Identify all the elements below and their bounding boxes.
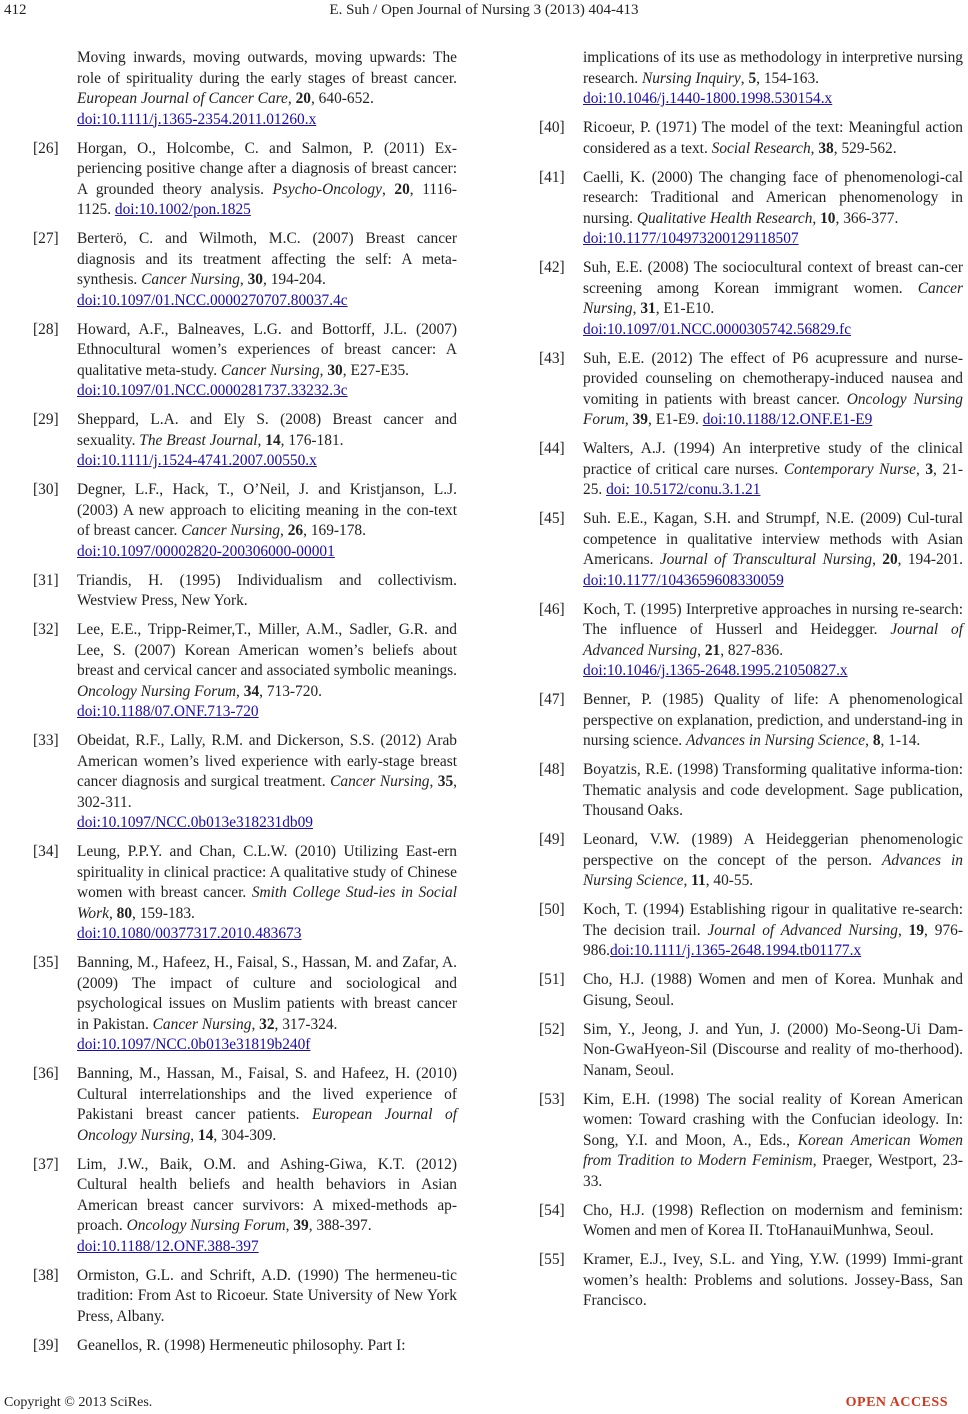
volume-number: 3 [925,460,934,478]
reference-text [77,410,457,472]
reference-number: [52] [539,1020,565,1038]
reference-citation: Kramer, E.J., Ivey, S.L. and Ying, Y.W. (1999) Immi-grant women’s health: Problems and solutions. Jossey-Bass, San Francisco. [583,1251,963,1309]
open-access-label: OPEN ACCESS [845,1395,948,1410]
doi-link[interactable]: doi:10.1097/01.NCC.0000281737.33232.3c [77,382,348,399]
reference-citation: Boyatzis, R.E. (1998) Transforming qualitative informa-tion: Thematic analysis and code development. Sage publication, Thousand Oaks. [583,761,963,819]
reference-text [583,118,963,159]
separator: , [381,180,395,198]
volume-number: 5 [748,69,757,87]
reference-entry [33,229,457,311]
pages: , 713-720. [259,682,322,700]
reference-entry [539,439,963,501]
pages: , 388-397. [308,1217,372,1234]
reference-entry [539,1250,963,1312]
reference-text [583,168,963,250]
reference-citation: Banning, M., Hafeez, H., Faisal, S., Hassan, M. and Zafar, A. (2009) The impact of culture and sociological and psychological issues on Muslim patients with breast cancer in Pakistan. [77,954,457,1033]
separator: , [429,773,438,790]
reference-entry [539,830,963,892]
reference-entry [33,1064,457,1146]
reference-text [583,830,963,892]
reference-number: [54] [539,1201,565,1219]
reference-citation: Triandis, H. (1995) Individualism and collectivism. Westview Press, New York. [77,571,457,609]
separator: , [285,1217,294,1234]
copyright-notice: Copyright © 2013 SciRes. [4,1395,153,1410]
reference-text [583,48,963,110]
reference-entry [33,731,457,834]
reference-number: [29] [33,411,59,428]
pages: , 159-183. [132,904,195,922]
reference-entry [33,480,457,562]
pages: , 169-178. [303,522,366,539]
pages: , 304-309. [213,1126,277,1144]
reference-entry [539,349,963,431]
reference-entry [33,320,457,402]
reference-text [583,509,963,591]
separator: , [897,921,909,939]
reference-text [77,620,457,723]
pages: , 194-204. [263,271,326,288]
reference-entry [33,1336,457,1357]
separator: , [251,1015,260,1033]
reference-citation: Geanellos, R. (1998) Hermeneutic philosophy. Part I: [77,1336,406,1354]
separator: , [872,551,883,568]
reference-citation: Suh. E.E., Kagan, S.H. and Strumpf, N.E. (2009) Cul-tural competence in qualitative interview methods with Asian Americans. [583,510,963,568]
journal-title: Cancer Nursing [152,1015,252,1033]
reference-text [583,1250,963,1312]
reference-number: [48] [539,761,565,778]
reference-citation: Obeidat, R.F., Lally, R.M. and Dickerson, S.S. (2012) Arab American women’s lived experience with early-stage breast cancer diagnosis and surgical treatment. [77,732,457,790]
pages: , 366-377. [835,209,899,227]
journal-title: European Journal of Oncology Nursing [77,1106,457,1144]
reference-number: [35] [33,954,59,971]
volume-number: 32 [259,1015,275,1033]
reference-text [583,439,963,501]
reference-citation: implications of its use as methodology in interpretive nursing research. [583,49,963,87]
pages: , 317-324. [274,1015,338,1033]
journal-title: Psycho-Oncology [272,180,382,198]
reference-entry [539,1020,963,1082]
reference-number: [43] [539,349,565,367]
volume-number: 30 [327,361,343,379]
separator: , [740,69,749,87]
reference-number: [46] [539,600,565,618]
reference-text [77,1155,457,1258]
journal-title: Journal of Advanced Nursing [707,921,898,939]
page-number: 412 [4,2,27,18]
doi-link[interactable]: doi:10.1111/j.1524-4741.2007.00550.x [77,452,317,469]
reference-number: [42] [539,259,565,276]
reference-number: [36] [33,1065,59,1082]
separator: , [108,904,117,922]
volume-number: 8 [872,732,881,749]
journal-title: Journal of Transcultural Nursing [659,551,873,568]
reference-citation: Horgan, O., Holcombe, C. and Salmon, P. (2011) Ex-periencing positive change after a diagnosis of breast cancer: A grounded theory analysis. [77,139,457,198]
volume-number: 38 [818,139,834,157]
separator: , [624,411,633,428]
reference-number: [38] [33,1266,59,1284]
reference-entry [33,842,457,945]
reference-number: [51] [539,971,565,988]
pages: , Praeger, Westport, 23-33. [583,1152,963,1190]
reference-citation: Cho, H.J. (1988) Women and men of Korea. Munhak and Gisung, Seoul. [583,971,963,1009]
separator: , [915,460,926,478]
separator: , [683,872,692,889]
doi-link[interactable]: doi:10.1111/j.1365-2648.1994.tb01177.x [609,942,862,959]
reference-number: [55] [539,1251,565,1268]
journal-title: Cancer Nursing [583,279,963,317]
volume-number: 19 [908,921,925,939]
doi-link[interactable]: doi:10.1097/01.NCC.0000270707.80037.4c [77,291,348,309]
reference-text [77,1064,457,1146]
reference-citation: Leung, P.P.Y. and Chan, C.L.W. (2010) Utilizing East-ern spirituality in clinical practice: A qualitative study of Chinese women with breast cancer. [77,843,457,901]
reference-number: [30] [33,481,59,498]
reference-text [77,842,457,945]
reference-text [583,970,963,1011]
pages: , 40-55. [705,872,754,889]
reference-number: [47] [539,691,565,708]
reference-number: [39] [33,1336,59,1354]
journal-title: Qualitative Health Research [636,209,813,227]
volume-number: 10 [820,209,836,227]
reference-entry [33,1266,457,1328]
doi-link[interactable]: doi:10.1046/j.1440-1800.1998.530154.x [583,90,833,107]
separator: , [697,641,705,659]
journal-title: Advances in Nursing Science [686,732,866,749]
pages: , 1116-1125. [77,180,457,218]
reference-entry [33,953,457,1056]
volume-number: 11 [691,872,706,889]
volume-number: 80 [116,904,133,922]
reference-text [583,760,963,822]
separator: , [239,271,248,288]
reference-citation: Walters, A.J. (1994) An interpretive study of the clinical practice of critical care nurses. [583,440,963,478]
reference-text [77,1336,457,1357]
reference-text [77,571,457,612]
doi-link[interactable]: doi:10.1188/07.ONF.713-720 [77,703,259,720]
reference-entry [539,1090,963,1193]
separator: , [632,300,641,317]
pages: , E27-E35. [342,361,410,379]
journal-title: Social Research [711,139,811,157]
reference-number: [26] [33,139,59,157]
pages: , 154-163. [756,69,819,87]
reference-text [77,48,457,130]
reference-number: [27] [33,230,59,247]
journal-title: European Journal of Cancer Care [77,90,288,107]
doi-link[interactable]: doi:10.1111/j.1365-2354.2011.01260.x [77,110,317,128]
doi-link[interactable]: doi:10.1080/00377317.2010.483673 [77,925,302,942]
reference-citation: Kim, E.H. (1998) The social reality of Korean American women: Toward crashing with the Confucian ideology. In: Song, Y.I. and Moon, A., Eds., [583,1090,963,1149]
reference-entry [539,118,963,159]
references-right-column [539,48,963,1320]
journal-title: Smith College Stud-ies in Social Work [77,884,458,922]
reference-text [583,258,963,340]
reference-citation: Caelli, K. (2000) The changing face of phenomenologi-cal research: Traditional and American phenomenology in nursing. [583,168,963,227]
doi-link[interactable]: doi:10.1188/12.ONF.388-397 [77,1237,259,1255]
volume-number: 26 [287,522,304,539]
journal-title: The Breast Journal [139,431,258,449]
journal-title: Advances in Nursing Science [583,851,963,889]
reference-entry [33,620,457,723]
reference-citation: Ricoeur, P. (1971) The model of the text: Meaningful action considered as a text. [583,119,963,157]
volume-number: 31 [640,300,656,317]
doi-link[interactable]: doi:10.1097/NCC.0b013e31819b240f [77,1036,311,1053]
volume-number: 35 [437,773,454,790]
reference-entry [539,970,963,1011]
volume-number: 39 [632,411,648,428]
journal-title: Contemporary Nurse [783,460,916,478]
reference-number: [40] [539,119,565,136]
journal-title: Cancer Nursing [330,773,430,790]
reference-citation: Ormiston, G.L. and Schrift, A.D. (1990) The hermeneu-tic tradition: From Ast to Ricoeur. State University of New York Press, Albany. [77,1266,457,1325]
reference-text [77,1266,457,1328]
doi-link[interactable]: doi:10.1002/pon.1825 [114,201,251,218]
pages: , 827-836. [720,641,784,659]
reference-citation: Degner, L.F., Hack, T., O’Neil, J. and Kristjanson, L.J. (2003) A new approach to eliciting meaning in the con-text of breast cancer. [77,481,457,539]
reference-number: [31] [33,571,59,589]
reference-number: [53] [539,1090,565,1108]
reference-entry [539,509,963,591]
journal-title: Nursing Inquiry [641,69,741,87]
volume-number: 20 [394,180,410,198]
volume-number: 20 [295,90,311,107]
journal-title: Cancer Nursing [220,361,320,379]
reference-text [77,731,457,834]
pages: , 1-14. [880,732,921,749]
reference-entry [33,48,457,130]
pages: , 21-25. [583,460,963,498]
pages: , E1-E10. [655,300,715,317]
doi-link[interactable]: doi:10.1046/j.1365-2648.1995.21050827.x [583,662,848,679]
reference-citation: Lim, J.W., Baik, O.M. and Ashing-Giwa, K.T. (2012) Cultural health beliefs and health behaviors in Asian American breast cancer survivors: A mixed-methods ap-proach. [77,1155,457,1234]
journal-title: Cancer Nursing [181,522,281,539]
reference-text [77,229,457,311]
journal-title: Oncology Nursing Forum [126,1217,286,1234]
reference-text [77,320,457,402]
pages: , 302-311. [77,773,458,811]
reference-entry [33,571,457,612]
separator: , [257,431,266,449]
reference-number: [49] [539,831,565,848]
reference-number: [41] [539,168,565,186]
reference-citation: Leonard, V.W. (1989) A Heideggerian phenomenologic perspective on the concept of the person. [583,831,963,869]
reference-entry [33,410,457,472]
reference-text [583,690,963,752]
reference-text [583,1201,963,1242]
doi-link[interactable]: doi:10.1177/1043659608330059 [583,571,784,589]
reference-number: [34] [33,843,59,860]
journal-title: Journal of Advanced Nursing [583,621,963,659]
reference-number: [45] [539,510,565,527]
doi-link[interactable]: doi:10.1097/01.NCC.0000305742.56829.fc [583,320,852,338]
pages: , 640-652. [310,90,374,107]
volume-number: 21 [704,641,721,659]
doi-link[interactable]: doi:10.1097/00002820-200306000-00001 [77,542,335,560]
reference-citation: Moving inwards, moving outwards, moving upwards: The role of spirituality during the early stages of breast cancer. [77,49,457,87]
volume-number: 14 [265,431,281,449]
reference-entry [539,760,963,822]
reference-text [583,1090,963,1193]
reference-text [77,953,457,1056]
separator: , [865,732,873,749]
reference-citation: Suh, E.E. (2012) The effect of P6 acupressure and nurse-provided counseling on chemotherapy-induced nausea and vomiting in patients with breast cancer. [583,349,963,408]
journal-title: Oncology Nursing Forum [77,682,237,700]
reference-entry [539,168,963,250]
doi-link[interactable]: doi:10.1177/104973200129118507 [583,230,799,247]
reference-entry [33,139,457,221]
reference-entry [539,900,963,962]
reference-citation: Banning, M., Hassan, M., Faisal, S. and Hafeez, H. (2010) Cultural interrelationships and the lived experience of Pakistani breast cancer patients. [77,1065,457,1123]
reference-entry [539,48,963,110]
reference-entry [539,690,963,752]
reference-citation: Howard, A.F., Balneaves, L.G. and Bottorff, J.L. (2007) Ethnocultural women’s experiences of breast cancer: A qualitative meta-study. [77,320,457,379]
reference-entry [539,258,963,340]
reference-citation: Cho, H.J. (1998) Reflection on modernism and feminism: Women and men of Korea II. TtoHanauiMunhwa, Seoul. [583,1201,963,1239]
volume-number: 34 [243,682,260,700]
reference-citation: Koch, T. (1994) Establishing rigour in qualitative re-search: The decision trail. [583,901,963,939]
reference-text [583,349,963,431]
separator: , [287,90,296,107]
reference-citation: Sim, Y., Jeong, J. and Yun, J. (2000) Mo-Seong-Ui Dam-Non-GwaHyeon-Sil (Discourse and reality of mo-therhood). Nanam, Seoul. [583,1020,963,1079]
pages: , E1-E9. [648,411,703,428]
reference-entry [33,1155,457,1258]
references-left-column [33,48,457,1365]
volume-number: 14 [198,1126,214,1144]
reference-text [583,900,963,962]
pages: , 194-201. [897,551,963,568]
separator: , [236,682,244,700]
reference-number: [28] [33,320,59,338]
volume-number: 39 [293,1217,309,1234]
pages: , 976-986. [583,921,963,959]
reference-citation: Sheppard, L.A. and Ely S. (2008) Breast cancer and sexuality. [77,411,457,449]
separator: , [810,139,819,157]
separator: , [319,361,328,379]
reference-citation: Suh, E.E. (2008) The sociocultural context of breast can-cer screening among Korean immigrant women. [583,259,963,297]
journal-title: Korean American Women from Tradition to Modern Feminism [583,1131,963,1169]
separator: , [280,522,288,539]
reference-text [583,1020,963,1082]
doi-link[interactable]: doi:10.1097/NCC.0b013e318231db09 [77,814,313,831]
reference-number: [33] [33,732,59,749]
pages: , 176-181. [280,431,344,449]
doi-link[interactable]: doi:10.1188/12.ONF.E1-E9 [702,411,873,428]
doi-link[interactable]: doi: 10.5172/conu.3.1.21 [606,481,761,498]
reference-text [583,600,963,682]
reference-citation: Berterö, C. and Wilmoth, M.C. (2007) Breast cancer diagnosis and its treatment affecting the self: A meta-synthesis. [77,230,457,288]
reference-entry [539,1201,963,1242]
reference-citation: Lee, E.E., Tripp-Reimer,T., Miller, A.M., Sadler, G.R. and Lee, S. (2007) Korean American women’s beliefs about breast and cervical cancer and associated symbolic meanings. [77,621,457,679]
reference-citation: Koch, T. (1995) Interpretive approaches in nursing re-search: The influence of Husserl and Heidegger. [583,600,963,638]
reference-entry [539,600,963,682]
journal-title: Cancer Nursing [141,271,240,288]
reference-number: [32] [33,621,59,638]
reference-text [77,139,457,221]
reference-number: [50] [539,901,565,918]
running-header: E. Suh / Open Journal of Nursing 3 (2013) 404-413 [329,2,639,18]
separator: , [812,209,821,227]
reference-number: [37] [33,1155,59,1173]
reference-text [77,480,457,562]
journal-title: Oncology Nursing Forum [583,390,963,428]
pages: , 529-562. [833,139,897,157]
volume-number: 30 [247,271,263,288]
separator: , [190,1126,198,1144]
reference-number: [44] [539,440,565,457]
reference-citation: Benner, P. (1985) Quality of life: A phenomenological perspective on explanation, prediction, and understand-ing in nursing science. [583,691,963,749]
volume-number: 20 [882,551,898,568]
